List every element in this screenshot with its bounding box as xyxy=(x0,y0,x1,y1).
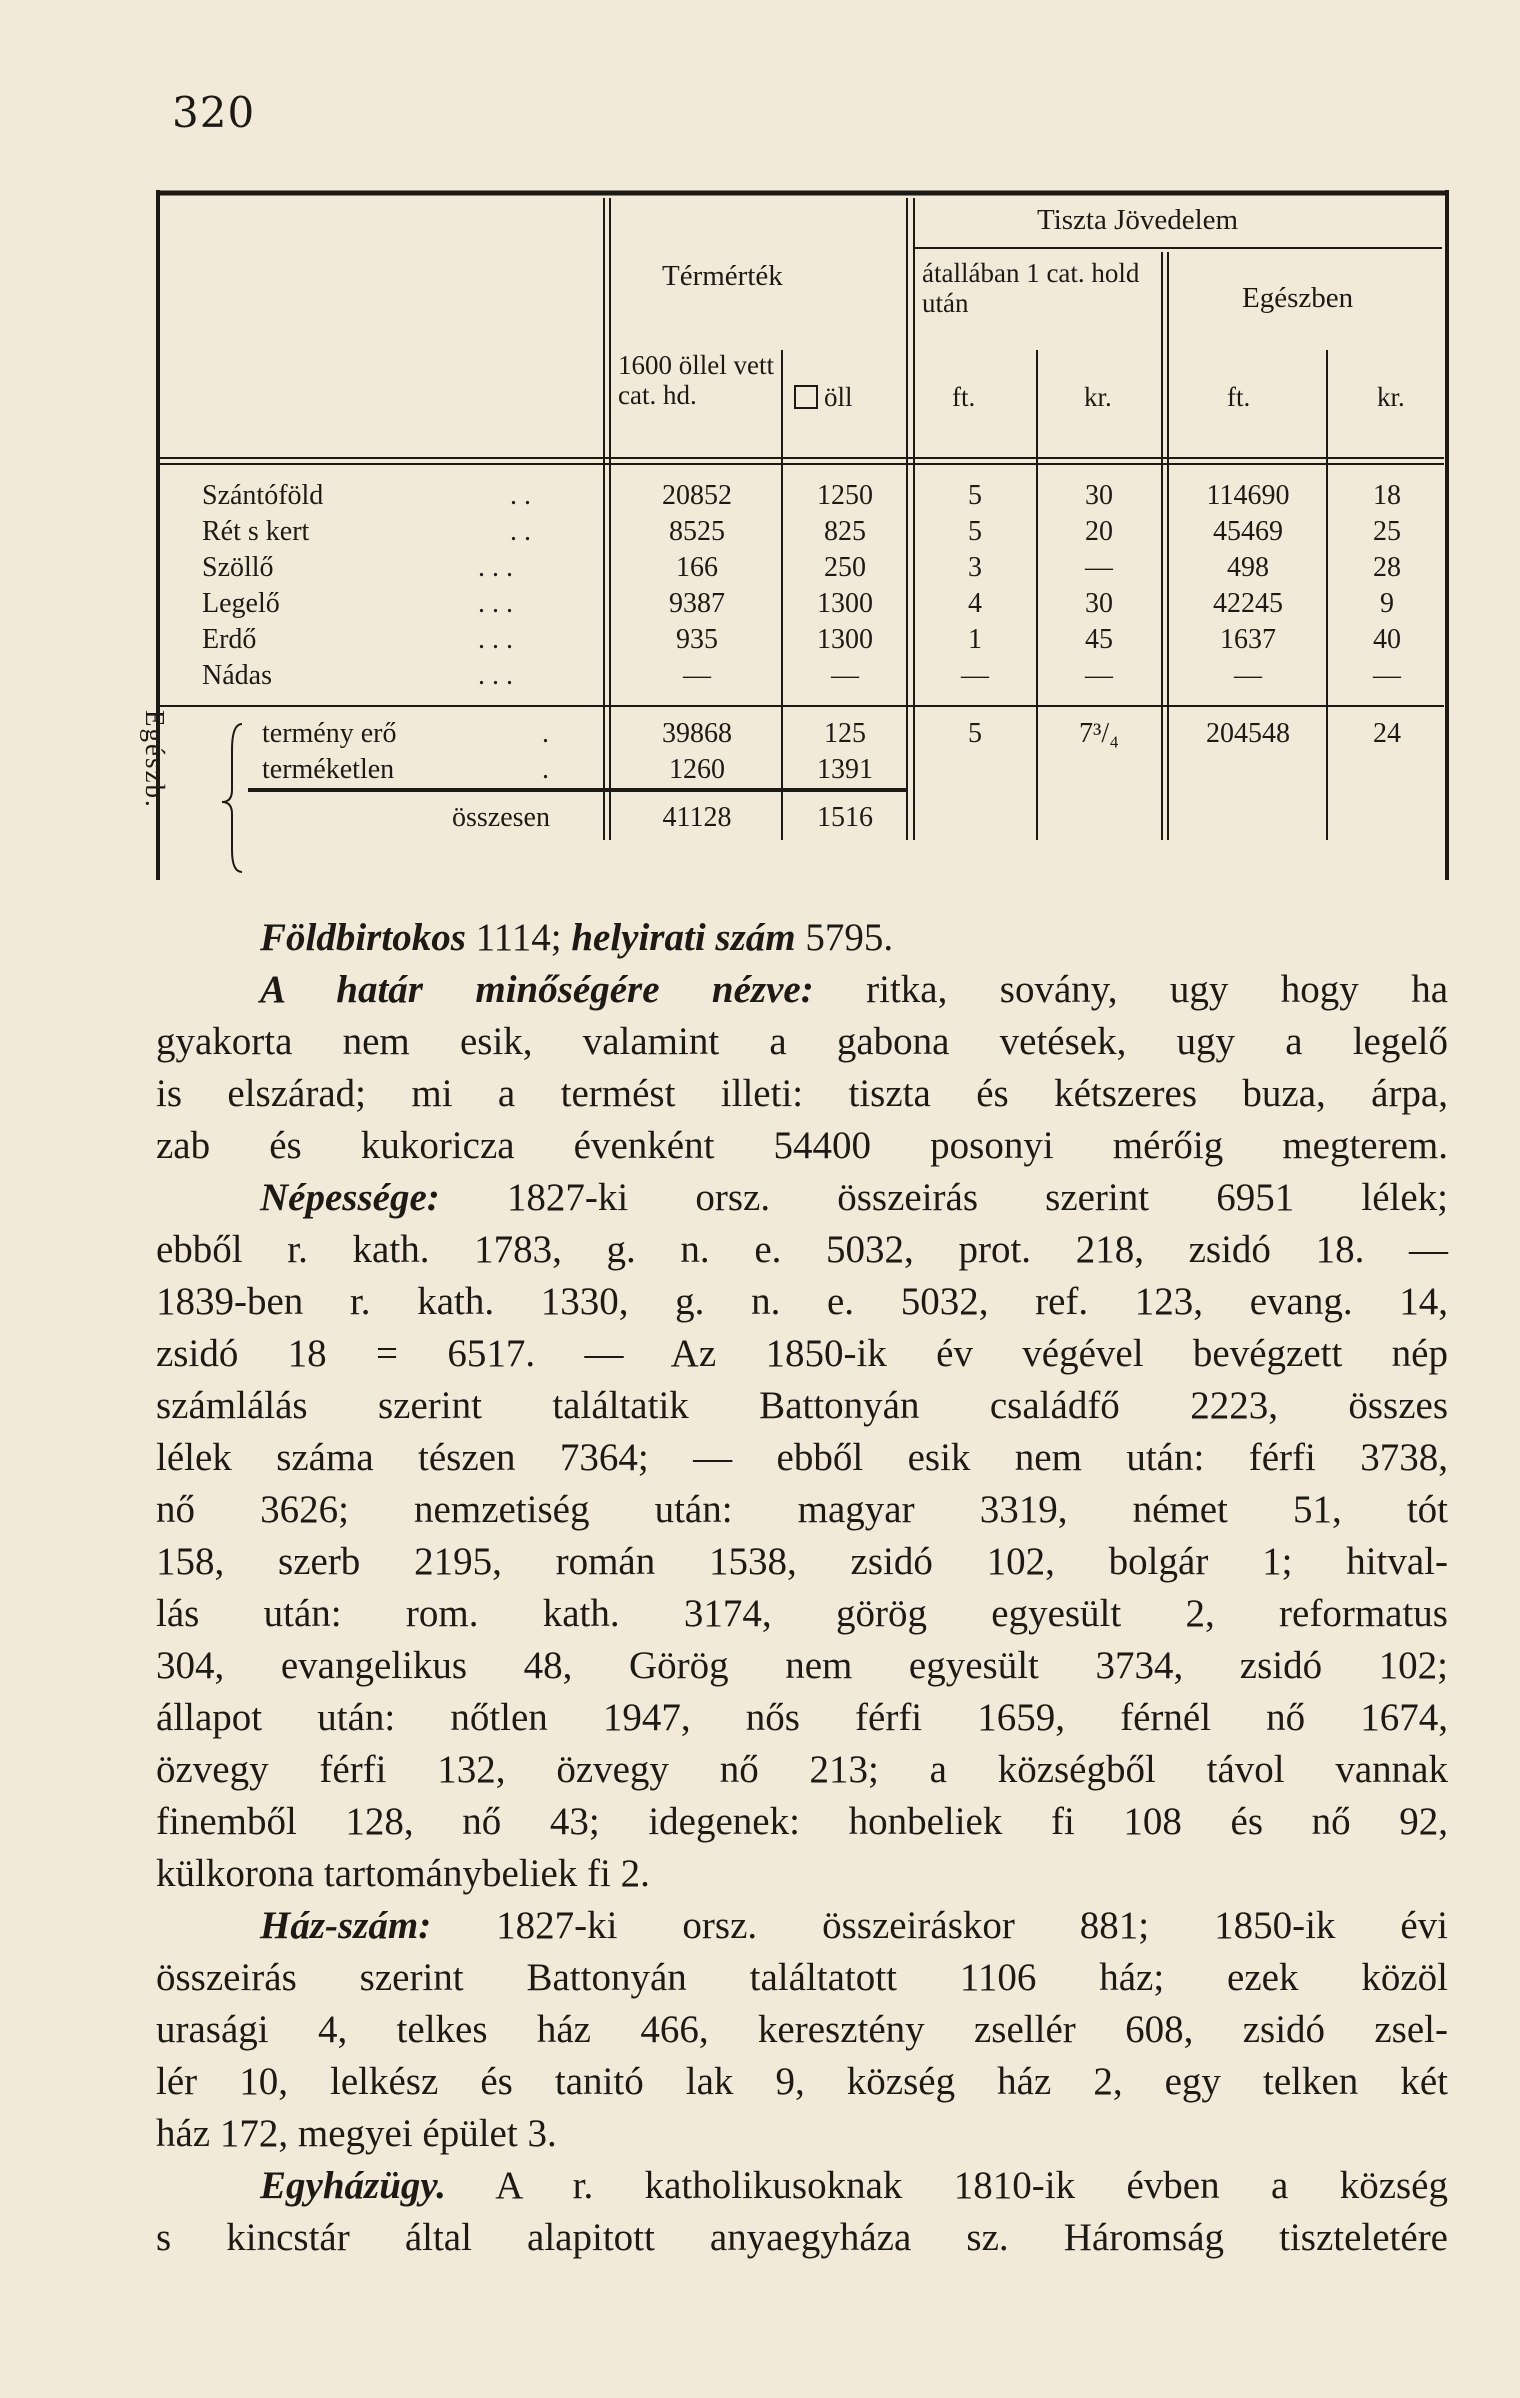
text-line: finemből 128, nő 43; idegenek: honbeliek fi 108 és nő 92, xyxy=(156,1800,1448,1843)
text-line: állapot után: nőtlen 1947, nős férfi 1659, férnél nő 1674, xyxy=(156,1696,1448,1739)
table-cell-name: termény erő xyxy=(262,718,397,749)
text-line: lélek száma tészen 7364; — ebből esik nem után: férfi 3738, xyxy=(156,1436,1448,1479)
table-cell-c2: 1300 xyxy=(817,624,873,655)
text-line: urasági 4, telkes ház 466, keresztény zsellér 608, zsidó zsel- xyxy=(156,2008,1448,2051)
statistics-table xyxy=(140,190,1450,890)
table-cell-ft: 5 xyxy=(968,516,982,547)
leader-dots: . . xyxy=(510,516,531,547)
leader-dots: . xyxy=(542,718,549,749)
paragraph-nepessege: Népessége: 1827-ki orsz. összeirás szerint 6951 lélek; xyxy=(260,1176,1448,1219)
text-line: számlálás szerint találtatik Battonyán családfő 2223, összes xyxy=(156,1384,1448,1427)
text-line: lér 10, lelkész és tanitó lak 9, község ház 2, egy telken két xyxy=(156,2060,1448,2103)
table-cell-c2: 1516 xyxy=(817,802,873,833)
table-cell-c1: 1260 xyxy=(669,754,725,785)
table-cell-kr: 30 xyxy=(1085,588,1113,619)
text-line: összeirás szerint Battonyán találtatott 1106 ház; ezek közöl xyxy=(156,1956,1448,1999)
header-egesz-ft: ft. xyxy=(1227,382,1251,412)
table-cell-name: Szöllő xyxy=(202,552,274,583)
text-line: is elszárad; mi a termést illeti: tiszta és kétszeres buza, árpa, xyxy=(156,1072,1448,1115)
header-ft: ft. xyxy=(952,382,976,412)
text-line: 304, evangelikus 48, Görög nem egyesült 3734, zsidó 102; xyxy=(156,1644,1448,1687)
text-line: 158, szerb 2195, román 1538, zsidó 102, bolgár 1; hitval- xyxy=(156,1540,1448,1583)
leader-dots: . . . xyxy=(478,552,513,583)
table-cell-ft: 5 xyxy=(968,480,982,511)
table-cell-name: terméketlen xyxy=(262,754,395,785)
table-cell-c1: 39868 xyxy=(662,718,732,749)
page-number: 320 xyxy=(172,88,256,137)
text-line: lás után: rom. kath. 3174, görög egyesült 2, reformatus xyxy=(156,1592,1448,1635)
table-cell-ekr: 18 xyxy=(1373,480,1401,511)
table-cell-ekr: 24 xyxy=(1373,718,1401,749)
leader-dots: . xyxy=(542,754,549,785)
text-line: ebből r. kath. 1783, g. n. e. 5032, prot. 218, zsidó 18. — xyxy=(156,1228,1448,1271)
side-label-egeszb: Egészb. xyxy=(140,710,170,809)
table-cell-ft: 5 xyxy=(968,718,982,749)
table-cell-c1: 41128 xyxy=(662,802,732,833)
paragraph-haz-szam: Ház-szám: 1827-ki orsz. összeiráskor 881; 1850-ik évi xyxy=(260,1904,1449,1947)
table-cell-c1: 9387 xyxy=(669,588,725,619)
table-cell-eft: 45469 xyxy=(1213,516,1283,547)
table-cell-ekr: 28 xyxy=(1373,552,1401,583)
table-cell-c1: — xyxy=(683,660,711,691)
table-cell-c2: 1300 xyxy=(817,588,873,619)
header-col1-text: 1600 öllel vett cat. hd. xyxy=(618,350,774,410)
table-cell-kr: 30 xyxy=(1085,480,1113,511)
table-cell-c2: 1391 xyxy=(817,754,873,785)
text-line: zab és kukoricza évenként 54400 posonyi mérőig megterem. xyxy=(156,1124,1448,1167)
table-cell-name: Rét s kert xyxy=(202,516,310,547)
table-cell-kr: 7³/₄ xyxy=(1079,718,1119,749)
body-text xyxy=(156,912,1448,2264)
table-cell-ekr: — xyxy=(1373,660,1401,691)
table-cell-eft: 1637 xyxy=(1220,624,1276,655)
header-col-oll xyxy=(794,382,853,412)
header-tiszta-jovedelem: Tiszta Jövedelem xyxy=(1037,204,1239,236)
paragraph-egyhazugy: Egyházügy. A r. katholikusoknak 1810-ik évben a község xyxy=(260,2164,1448,2207)
table-cell-kr: 45 xyxy=(1085,624,1113,655)
paragraph-foldbirtokos: Földbirtokos 1114; helyirati szám 5795. xyxy=(260,916,894,959)
table-cell-kr: 20 xyxy=(1085,516,1113,547)
leader-dots: . . xyxy=(510,480,531,511)
square-icon xyxy=(794,385,818,409)
table-cell-kr: — xyxy=(1085,660,1113,691)
table-cell-eft: 114690 xyxy=(1206,480,1290,511)
table-cell-name: Erdő xyxy=(202,624,257,655)
text-line: nő 3626; nemzetiség után: magyar 3319, német 51, tót xyxy=(156,1488,1448,1531)
leader-dots: . . . xyxy=(478,588,513,619)
table-cell-ft: 4 xyxy=(968,588,982,619)
text-line: zsidó 18 = 6517. — Az 1850-ik év végével bevégzett nép xyxy=(156,1332,1448,1375)
table-cell-c2: 825 xyxy=(824,516,866,547)
table-cell-c1: 8525 xyxy=(669,516,725,547)
table-cell-c1: 166 xyxy=(676,552,718,583)
leader-dots: . . . xyxy=(478,660,513,691)
table-cell-ft: — xyxy=(961,660,989,691)
table-cell-ekr: 9 xyxy=(1380,588,1394,619)
table-cell-ft: 3 xyxy=(968,552,982,583)
header-col2-text: öll xyxy=(824,382,853,412)
table-cell-c1: 20852 xyxy=(662,480,732,511)
table-cell-eft: 498 xyxy=(1227,552,1269,583)
header-atlag: átallában 1 cat. hold után xyxy=(922,258,1140,318)
text-line: ház 172, megyei épület 3. xyxy=(156,2112,557,2155)
header-egeszben: Egészben xyxy=(1242,282,1354,314)
leader-dots: . . . xyxy=(478,624,513,655)
header-egesz-kr: kr. xyxy=(1377,382,1405,412)
table-cell-c2: 250 xyxy=(824,552,866,583)
table-cell-name: Nádas xyxy=(202,660,272,691)
text-line: külkorona tartománybeliek fi 2. xyxy=(156,1852,650,1895)
table-cell-ft: 1 xyxy=(968,624,982,655)
table-cell-c2: 125 xyxy=(824,718,866,749)
table-cell-eft: 204548 xyxy=(1206,718,1290,749)
text-line: özvegy férfi 132, özvegy nő 213; a községből távol vannak xyxy=(156,1748,1448,1791)
table-cell-c1: 935 xyxy=(676,624,718,655)
table-cell-kr: — xyxy=(1085,552,1113,583)
table-cell-eft: — xyxy=(1234,660,1262,691)
text-line: s kincstár által alapitott anyaegyháza sz. Háromság tiszteletére xyxy=(156,2216,1448,2259)
paragraph-hatar: A határ minőségére nézve: ritka, sovány, ugy hogy ha xyxy=(260,968,1449,1011)
table-cell-ekr: 25 xyxy=(1373,516,1401,547)
table-cell-c2: 1250 xyxy=(817,480,873,511)
text-line: 1839-ben r. kath. 1330, g. n. e. 5032, ref. 123, evang. 14, xyxy=(156,1280,1448,1323)
header-col-1600-oll xyxy=(618,350,778,410)
table-cell-name: Legelő xyxy=(202,588,280,619)
header-termertek: Térmérték xyxy=(662,260,783,292)
table-cell-eft: 42245 xyxy=(1213,588,1283,619)
table-cell-name: Szántóföld xyxy=(202,480,324,511)
table-cell-ekr: 40 xyxy=(1373,624,1401,655)
text-line: gyakorta nem esik, valamint a gabona vetések, ugy a legelő xyxy=(156,1020,1448,1063)
table-cell-c2: — xyxy=(831,660,859,691)
header-kr: kr. xyxy=(1084,382,1112,412)
table-cell-name: összesen xyxy=(452,802,550,833)
